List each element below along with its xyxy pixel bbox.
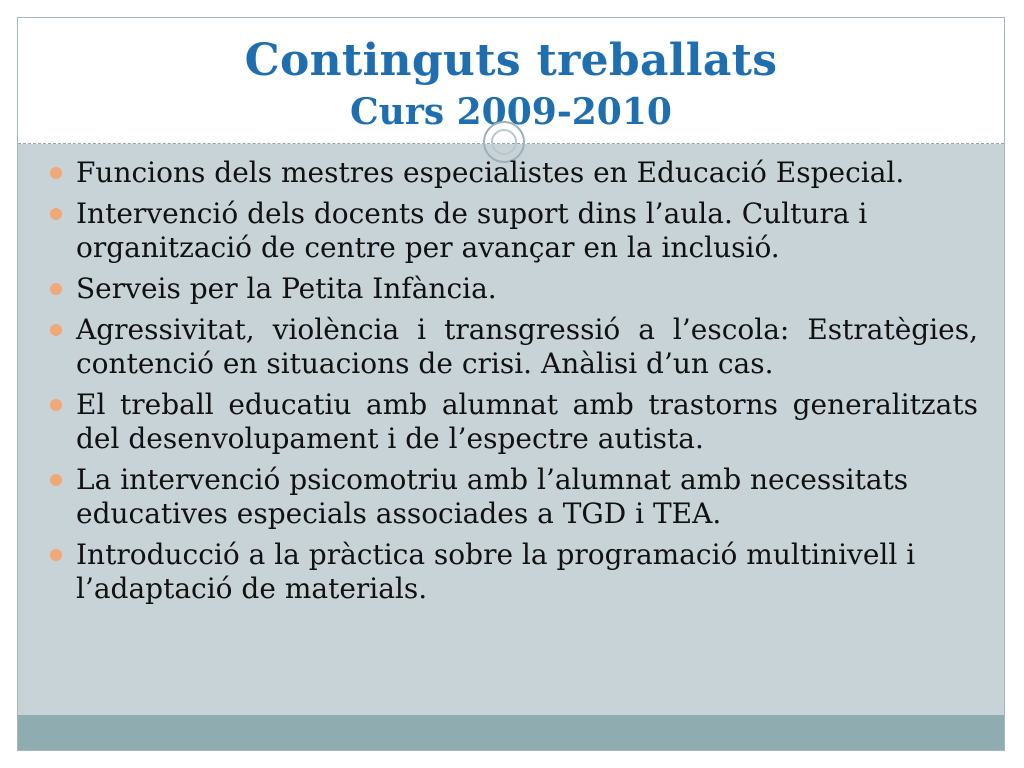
list-item-text: Agressivitat, violència i transgressió a l’escola: Estratègies, contenció en situacions de crisi. Anàlisi d’un cas. <box>76 313 978 380</box>
footer-band <box>18 715 1004 750</box>
list-item-text: Intervenció dels docents de suport dins l’aula. Cultura i organització de centre per avançar en la inclusió. <box>76 197 868 264</box>
list-item-text: Introducció a la pràctica sobre la programació multinivell i l’adaptació de materials. <box>76 538 916 605</box>
slide-frame <box>17 17 1005 751</box>
list-item <box>48 313 978 381</box>
bullet-dot-icon <box>50 474 62 486</box>
list-item <box>48 388 978 456</box>
list-item-text: El treball educatiu amb alumnat amb trastorns generalitzats del desenvolupament i de l’espectre autista. <box>76 388 978 455</box>
ring-inner-icon <box>491 129 517 155</box>
bullet-list <box>48 156 978 613</box>
list-item-text: Funcions dels mestres especialistes en Educació Especial. <box>76 156 905 189</box>
list-item <box>48 156 978 190</box>
list-item <box>48 463 978 531</box>
list-item-text: La intervenció psicomotriu amb l’alumnat amb necessitats educatives especials associades a TGD i TEA. <box>76 463 909 530</box>
bullet-dot-icon <box>50 549 62 561</box>
list-item <box>48 538 978 606</box>
slide-title: Continguts treballats <box>244 35 778 86</box>
bullet-dot-icon <box>50 399 62 411</box>
bullet-dot-icon <box>50 167 62 179</box>
list-item <box>48 197 978 265</box>
slide-subtitle: Curs 2009-2010 <box>350 91 672 133</box>
bullet-dot-icon <box>50 283 62 295</box>
list-item <box>48 272 978 306</box>
list-item-text: Serveis per la Petita Infància. <box>76 272 497 305</box>
bullet-dot-icon <box>50 208 62 220</box>
bullet-dot-icon <box>50 324 62 336</box>
